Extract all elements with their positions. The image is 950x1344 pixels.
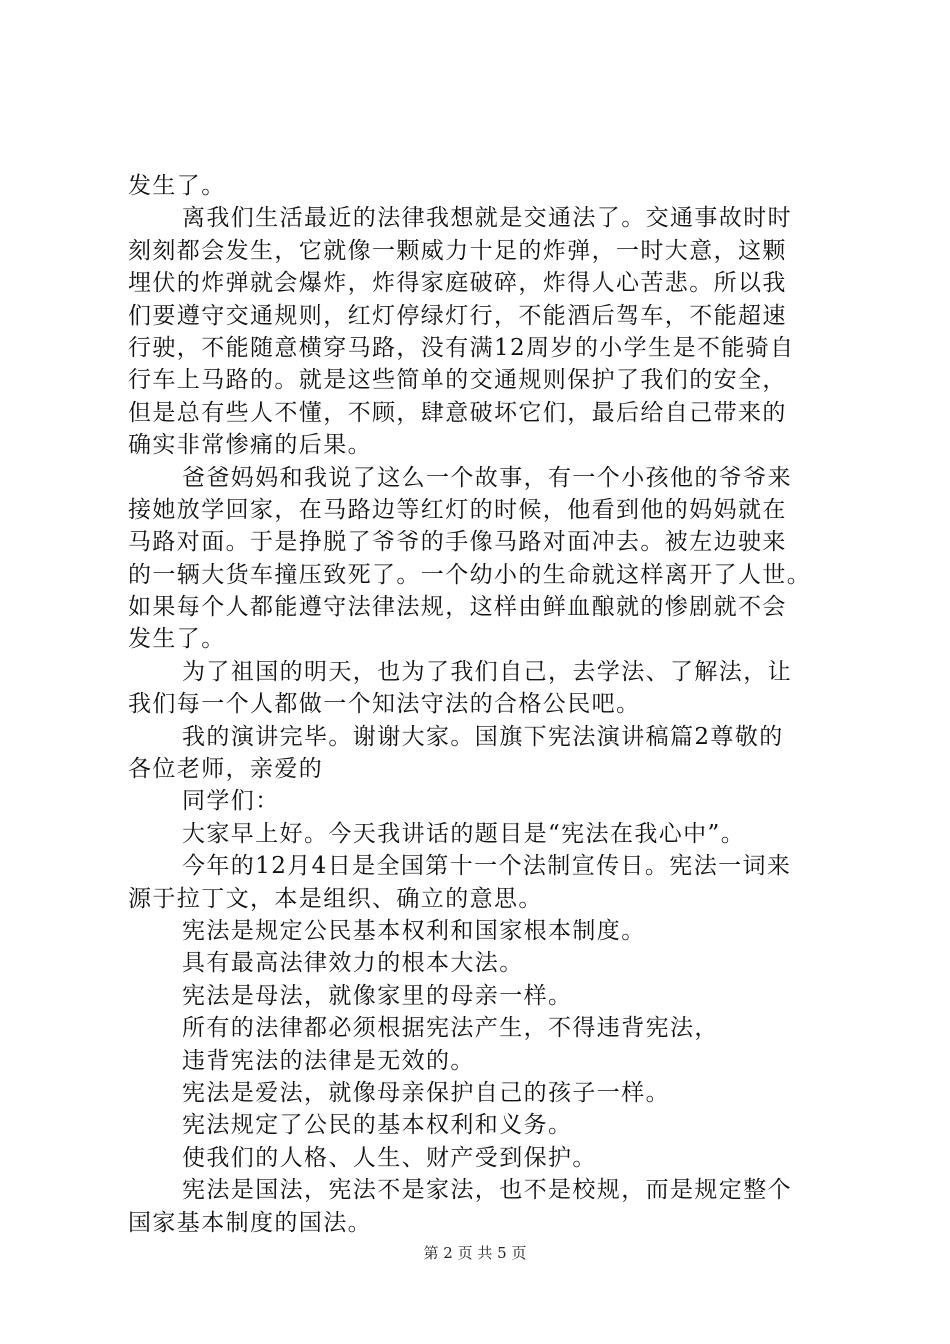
text-line: 宪法是爱法，就像母亲保护自己的孩子一样。 [182,1079,670,1106]
document-body [128,170,838,1239]
text-line: 源于拉丁文，本是组织、确立的意思。 [128,885,543,912]
text-line: 刻刻都会发生，它就像一颗威力十足的炸弹，一时大意，这颗 [128,237,787,264]
text-line: 违背宪法的法律是无效的。 [182,1047,475,1074]
text-line: 发生了。 [128,626,226,653]
text-line: 宪法是规定公民基本权利和国家根本制度。 [182,917,646,944]
text-line: 为了祖国的明天，也为了我们自己，去学法、了解法，让 [182,658,792,685]
text-line: 埋伏的炸弹就会爆炸，炸得家庭破碎，炸得人心苦悲。所以我 [128,270,787,297]
text-line: 我们每一个人都做一个知法守法的合格公民吧。 [128,691,641,718]
text-line: 所有的法律都必须根据宪法产生，不得违背宪法， [182,1015,719,1042]
text-line: 但是总有些人不懂，不顾，肆意破坏它们，最后给自己带来的 [128,399,787,426]
text-line: 如果每个人都能遵守法律法规，这样由鲜血酿就的惨剧就不会 [128,594,787,621]
text-line: 使我们的人格、人生、财产受到保护。 [182,1144,597,1171]
text-line: 我的演讲完毕。谢谢大家。国旗下宪法演讲稿篇2尊敬的 [182,723,784,750]
text-line: 行驶，不能随意横穿马路，没有满12周岁的小学生是不能骑自 [128,334,795,361]
text-line: 宪法是母法，就像家里的母亲一样。 [182,982,573,1009]
text-line: 宪法是国法，宪法不是家法，也不是校规，而是规定整个 [182,1177,792,1204]
text-line: 确实非常惨痛的后果。 [128,432,372,459]
text-line: 大家早上好。今天我讲话的题目是“宪法在我心中”。 [182,820,746,847]
text-line: 离我们生活最近的法律我想就是交通法了。交通事故时时 [182,205,792,232]
text-line: 宪法规定了公民的基本权利和义务。 [182,1112,573,1139]
text-line: 发生了。 [128,173,226,199]
text-line: 国家基本制度的国法。 [128,1209,372,1236]
text-line: 具有最高法律效力的根本大法。 [182,950,524,977]
text-line: 同学们： [182,788,280,815]
text-line: 行车上马路的。就是这些简单的交通规则保护了我们的安全， [128,367,787,394]
page-footer: 第 2 页 共 5 页 [423,1244,527,1262]
text-line: 们要遵守交通规则，红灯停绿灯行，不能酒后驾车，不能超速 [128,302,787,329]
text-line: 各位老师，亲爱的 [128,756,324,783]
text-line: 爸爸妈妈和我说了这么一个故事，有一个小孩他的爷爷来 [182,464,792,491]
text-line: 接她放学回家，在马路边等红灯的时候，他看到他的妈妈就在 [128,496,787,523]
text-line: 今年的12月4日是全国第十一个法制宣传日。宪法一词来 [182,853,792,880]
text-line: 的一辆大货车撞压致死了。一个幼小的生命就这样离开了人世。 [128,561,812,588]
text-line: 马路对面。于是挣脱了爷爷的手像马路对面冲去。被左边驶来 [128,529,787,556]
